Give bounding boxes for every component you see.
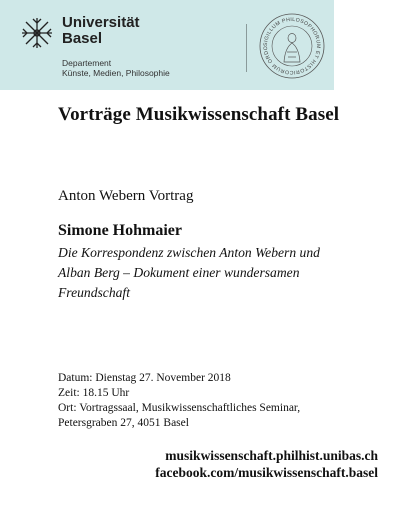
talk-title-line: Die Korrespondenz zwischen Anton Webern und — [58, 245, 320, 260]
page-title: Vorträge Musikwissenschaft Basel — [58, 104, 340, 125]
department — [62, 58, 170, 78]
event-details — [58, 371, 358, 431]
talk-title-line: Alban Berg – Dokument einer wundersamen — [58, 265, 300, 280]
svg-text:SIGILLUM PHILOSOPHORUM ET HIST — [263, 17, 321, 75]
facebook-link[interactable]: facebook.com/musikwissenschaft.basel — [155, 465, 378, 480]
university-logo-icon — [20, 16, 54, 50]
talk-title — [58, 243, 348, 303]
seal-text: SIGILLUM PHILOSOPHORUM ET HISTORICORUM ORDO — [262, 16, 322, 76]
university-name — [62, 15, 140, 47]
event-date: Datum: Dienstag 27. November 2018 — [58, 372, 231, 384]
event-time: Zeit: 18.15 Uhr — [58, 387, 130, 399]
university-name-line2: Basel — [62, 30, 103, 47]
event-location: Ort: Vortragssaal, Musikwissenschaftliches Seminar, — [58, 402, 301, 414]
event-address: Petersgraben 27, 4051 Basel — [58, 417, 189, 429]
university-name-line1: Universität — [62, 14, 140, 31]
header-divider — [246, 24, 247, 72]
website-link[interactable]: musikwissenschaft.philhist.unibas.ch — [165, 448, 378, 463]
header-band — [0, 0, 334, 90]
footer-links — [155, 447, 378, 481]
event-type: Anton Webern Vortrag — [58, 188, 194, 204]
talk-title-line: Freundschaft — [58, 285, 130, 300]
department-label: Departement — [62, 58, 112, 68]
department-name: Künste, Medien, Philosophie — [62, 68, 170, 78]
speaker-name: Simone Hohmaier — [58, 222, 182, 239]
faculty-seal-icon — [258, 12, 326, 80]
